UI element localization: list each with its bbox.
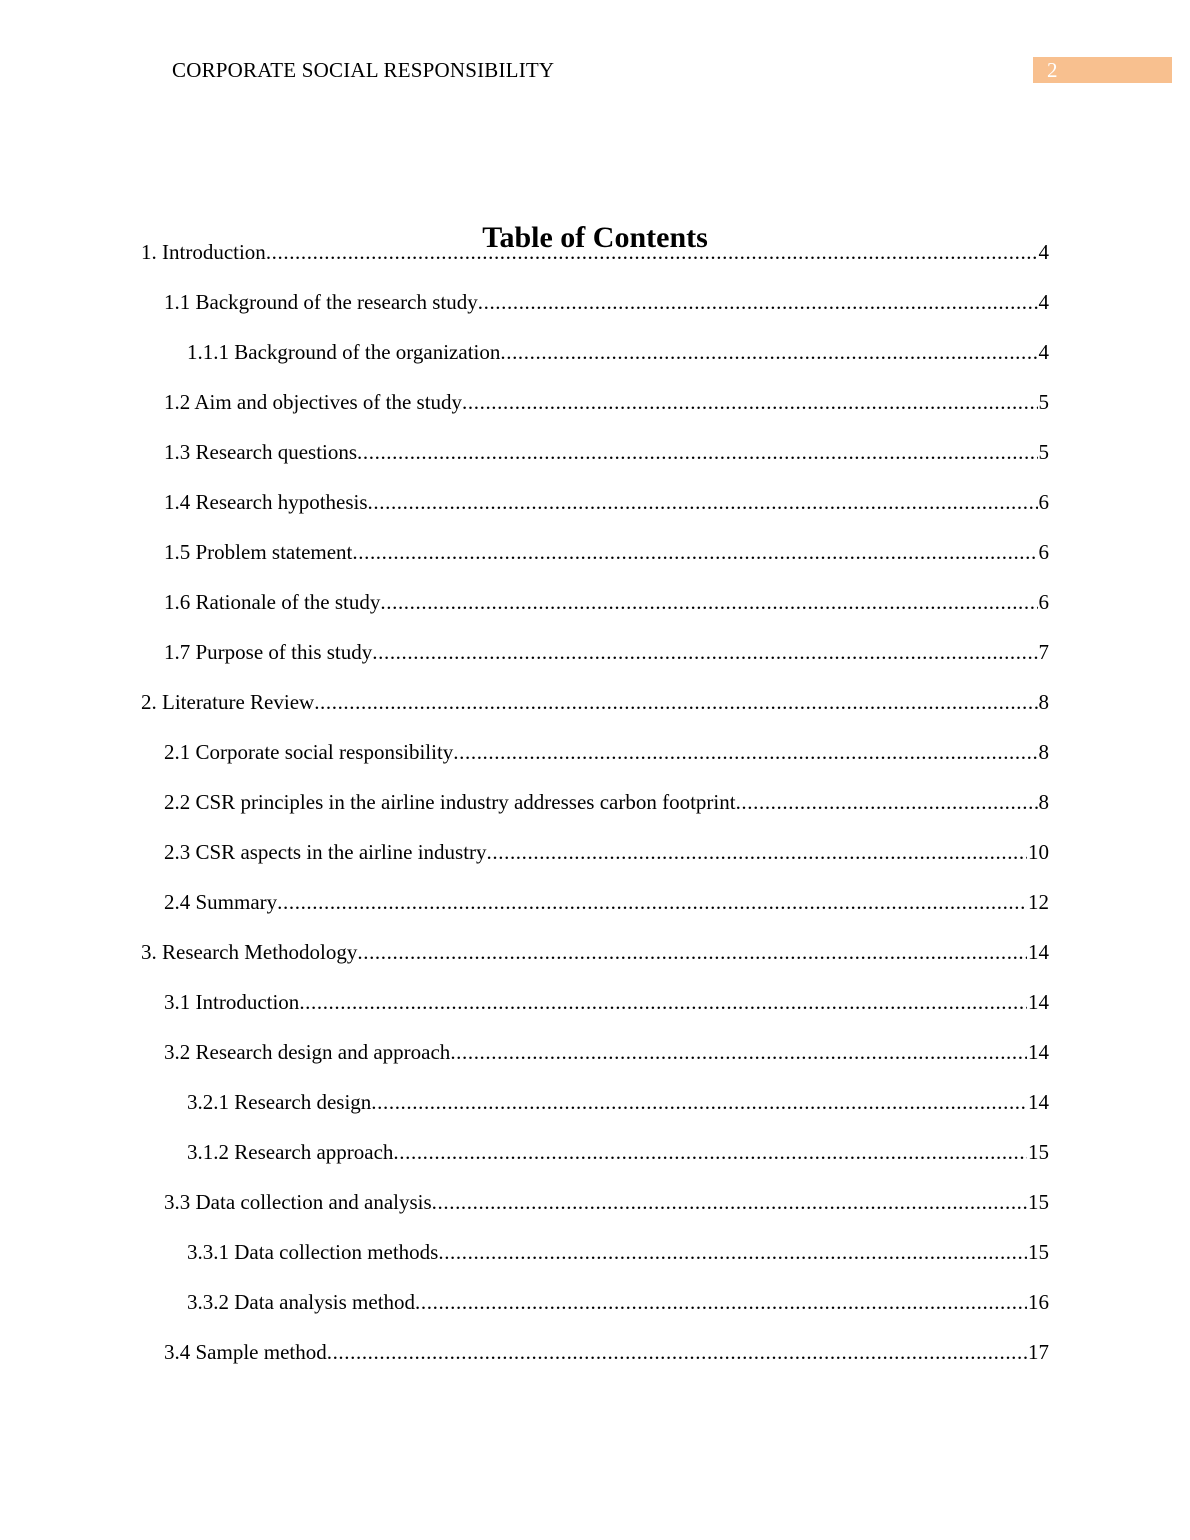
toc-entry-label: 3.2 Research design and approach (164, 1040, 451, 1064)
toc-entry-page: 4 (1038, 290, 1049, 314)
toc-dot-leader (314, 687, 1037, 717)
toc-entry-page: 4 (1038, 340, 1049, 364)
toc-entry-page: 17 (1028, 1340, 1049, 1364)
toc-entry-label: 1.5 Problem statement (164, 540, 353, 564)
toc-entry[interactable] (164, 287, 1049, 317)
toc-entry-label: 1.1 Background of the research study (164, 290, 478, 314)
toc-dot-leader (432, 1187, 1027, 1217)
toc-entry[interactable] (141, 687, 1049, 717)
toc-entry-page: 7 (1038, 640, 1049, 664)
toc-dot-leader (368, 487, 1038, 517)
toc-entry-page: 16 (1028, 1290, 1049, 1314)
toc-entry-page: 15 (1028, 1190, 1049, 1214)
toc-entry[interactable] (164, 737, 1049, 767)
toc-dot-leader (438, 1237, 1027, 1267)
toc-entry-page: 5 (1038, 440, 1049, 464)
toc-entry[interactable] (164, 1337, 1049, 1367)
toc-entry-label: 3.3 Data collection and analysis (164, 1190, 432, 1214)
toc-entry-page: 14 (1028, 1040, 1049, 1064)
toc-dot-leader (299, 987, 1027, 1017)
toc-entry-page: 10 (1028, 840, 1049, 864)
toc-entry-label: 3.1.2 Research approach (187, 1140, 394, 1164)
toc-dot-leader (415, 1287, 1027, 1317)
toc-dot-leader (371, 1087, 1027, 1117)
toc-dot-leader (357, 937, 1027, 967)
toc-entry-page: 5 (1038, 390, 1049, 414)
toc-entry-page: 15 (1028, 1140, 1049, 1164)
toc-entry-page: 8 (1038, 690, 1049, 714)
toc-entry[interactable] (164, 1187, 1049, 1217)
toc-entry-label: 1.2 Aim and objectives of the study (164, 390, 463, 414)
toc-entry[interactable] (164, 537, 1049, 567)
toc-entry[interactable] (141, 237, 1049, 267)
toc-entry[interactable] (187, 1287, 1049, 1317)
toc-entry-label: 2.1 Corporate social responsibility (164, 740, 454, 764)
toc-entry-label: 3.3.1 Data collection methods (187, 1240, 439, 1264)
toc-dot-leader (462, 387, 1037, 417)
toc-entry-label: 1.1.1 Background of the organization (187, 340, 501, 364)
toc-dot-leader (487, 837, 1027, 867)
toc-dot-leader (372, 637, 1037, 667)
toc-entry-page: 8 (1038, 790, 1049, 814)
toc-entry-label: 1. Introduction (141, 240, 266, 264)
toc-dot-leader (736, 787, 1038, 817)
toc-entry-label: 3.4 Sample method (164, 1340, 327, 1364)
toc-dot-leader (266, 237, 1038, 267)
toc-entry-page: 14 (1028, 1090, 1049, 1114)
toc-entry[interactable] (164, 787, 1049, 817)
toc-title: Table of Contents (482, 221, 708, 255)
toc-entry-label: 1.7 Purpose of this study (164, 640, 373, 664)
toc-entry[interactable] (164, 487, 1049, 517)
toc-dot-leader (453, 737, 1037, 767)
toc-dot-leader (500, 337, 1037, 367)
page-number-badge (1033, 57, 1172, 83)
toc-entry[interactable] (164, 637, 1049, 667)
toc-entry-page: 4 (1038, 240, 1049, 264)
toc-entry[interactable] (164, 437, 1049, 467)
running-head: CORPORATE SOCIAL RESPONSIBILITY (172, 58, 555, 82)
toc-entry[interactable] (187, 1137, 1049, 1167)
toc-entry-page: 12 (1028, 890, 1049, 914)
toc-dot-leader (450, 1037, 1027, 1067)
toc-entry-label: 1.3 Research questions (164, 440, 358, 464)
toc-entry-label: 2. Literature Review (141, 690, 315, 714)
toc-dot-leader (277, 887, 1027, 917)
toc-dot-leader (327, 1337, 1027, 1367)
toc-entry-label: 2.2 CSR principles in the airline industry addresses carbon footprint (164, 790, 736, 814)
toc-entry[interactable] (187, 1087, 1049, 1117)
toc-entry-page: 14 (1028, 940, 1049, 964)
toc-entry-label: 2.4 Summary (164, 890, 278, 914)
toc-entry-page: 15 (1028, 1240, 1049, 1264)
toc-entry[interactable] (141, 937, 1049, 967)
toc-entry-label: 3.1 Introduction (164, 990, 300, 1014)
toc-entry-page: 6 (1038, 490, 1049, 514)
toc-entry-label: 1.6 Rationale of the study (164, 590, 381, 614)
toc-entry[interactable] (164, 387, 1049, 417)
toc-dot-leader (380, 587, 1037, 617)
toc-entry[interactable] (187, 1237, 1049, 1267)
toc-entry-label: 3.3.2 Data analysis method (187, 1290, 416, 1314)
toc-entry-page: 6 (1038, 540, 1049, 564)
toc-entry-page: 14 (1028, 990, 1049, 1014)
toc-entry[interactable] (164, 987, 1049, 1017)
toc-dot-leader (393, 1137, 1027, 1167)
toc-entry-label: 3.2.1 Research design (187, 1090, 372, 1114)
toc-entry[interactable] (164, 587, 1049, 617)
toc-entry[interactable] (164, 887, 1049, 917)
page-number: 2 (1047, 58, 1058, 82)
toc-entry-page: 8 (1038, 740, 1049, 764)
toc-entry-page: 6 (1038, 590, 1049, 614)
toc-entry-label: 1.4 Research hypothesis (164, 490, 368, 514)
toc-entry-label: 2.3 CSR aspects in the airline industry (164, 840, 487, 864)
toc-dot-leader (352, 537, 1037, 567)
toc-entry-label: 3. Research Methodology (141, 940, 358, 964)
toc-entry[interactable] (164, 837, 1049, 867)
toc-entry[interactable] (187, 337, 1049, 367)
toc-dot-leader (478, 287, 1038, 317)
toc-entry[interactable] (164, 1037, 1049, 1067)
toc-dot-leader (357, 437, 1037, 467)
